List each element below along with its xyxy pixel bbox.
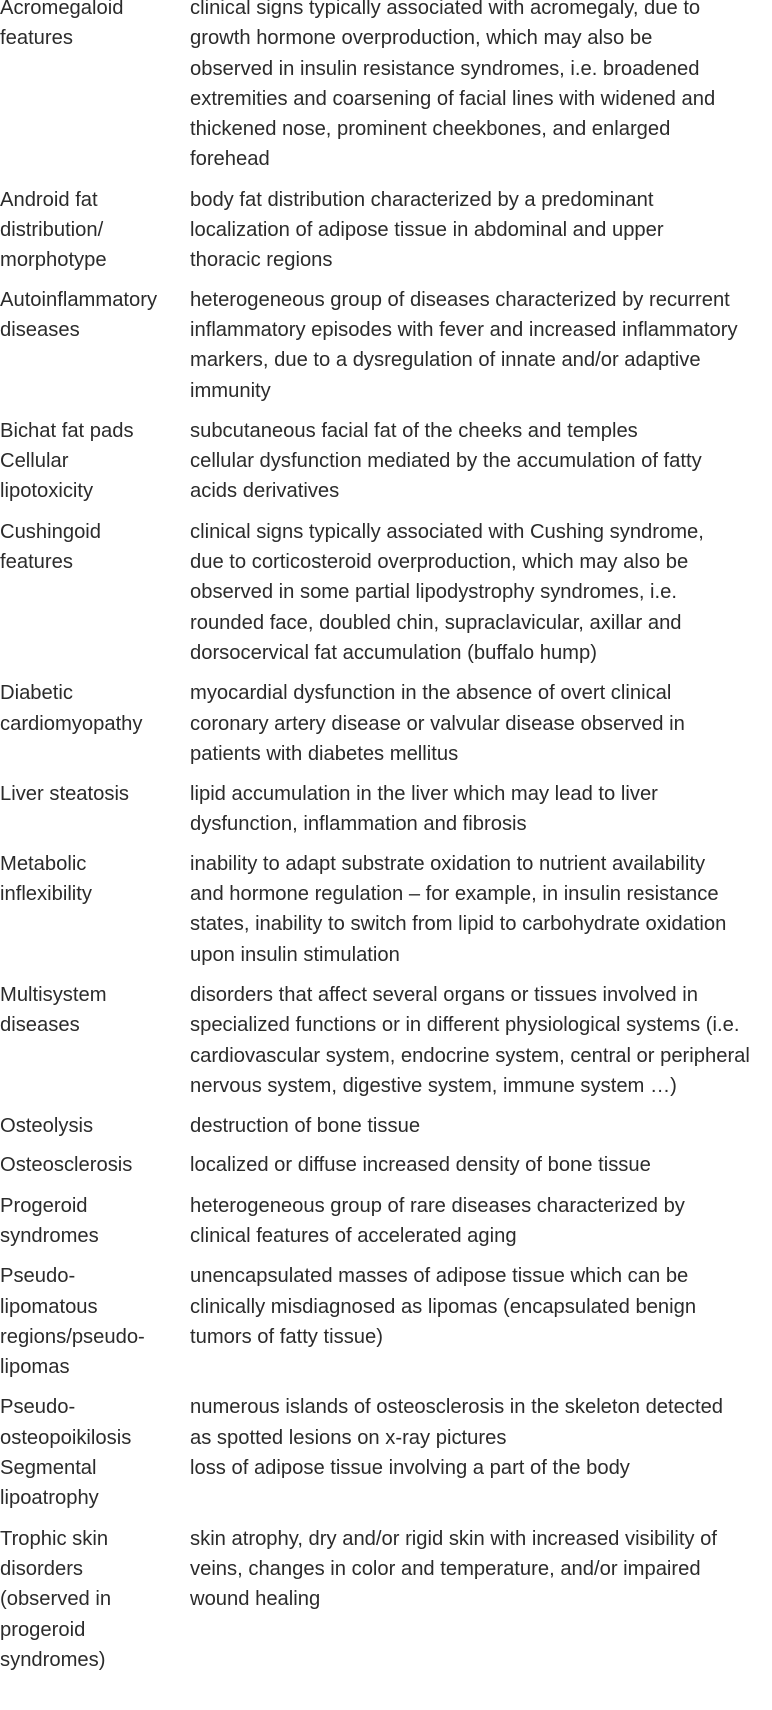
glossary-definition: myocardial dysfunction in the absence of overt clinical coronary artery disease or valvular disease observed in patients with diabetes mellitus — [190, 682, 685, 765]
glossary-definition: skin atrophy, dry and/or rigid skin with increased visibility of veins, changes in color and temperature, and/or impaired wound healing — [190, 1527, 717, 1611]
glossary-term: Osteolysis — [0, 1115, 94, 1138]
glossary-term: Multisystem diseases — [0, 983, 107, 1037]
glossary-row-liver-steatosis — [0, 779, 772, 840]
glossary-definition: disorders that affect several organs or tissues involved in specialized functions or in different physiological systems (i.e. cardiovascular system, endocrine system, central or peripheral nervous system, digestive system, immune system …) — [190, 983, 750, 1097]
glossary-definition: lipid accumulation in the liver which may lead to liver dysfunction, inflammation and fibrosis — [190, 783, 658, 836]
glossary-definition: unencapsulated masses of adipose tissue which can be clinically misdiagnosed as lipomas (encapsulated benign tumors of fatty tissue) — [190, 1265, 697, 1348]
glossary-row-trophic-skin — [0, 1524, 772, 1675]
glossary-term: Liver steatosis — [0, 783, 130, 806]
glossary-definition: inability to adapt substrate oxidation to nutrient availability and hormone regulation – for example, in insulin resistance states, inability to switch from lipid to carbohydrate oxidation upon insulin stimulation — [190, 852, 727, 966]
glossary-row-acromegaloid — [0, 0, 772, 175]
glossary-definition: heterogeneous group of diseases characterized by recurrent inflammatory episodes with fever and increased inflammatory markers, due to a dysregulation of innate and/or adaptive immunity — [190, 288, 738, 402]
glossary-definition: localized or diffuse increased density of bone tissue — [190, 1154, 651, 1177]
glossary-row-cushingoid — [0, 517, 772, 668]
glossary-term: Progeroid syndromes — [0, 1194, 99, 1247]
glossary-row-android-fat — [0, 185, 772, 276]
glossary-row-diabetic-cardiomyopathy — [0, 678, 772, 769]
glossary-term: Metabolic inflexibility — [0, 852, 92, 906]
glossary-row-osteosclerosis — [0, 1150, 772, 1180]
glossary-row-osteolysis — [0, 1111, 772, 1141]
glossary-definition: body fat distribution characterized by a predominant localization of adipose tissue in abdominal and upper thoracic regions — [190, 188, 664, 272]
glossary-definition: destruction of bone tissue — [190, 1115, 421, 1138]
glossary-definition: numerous islands of osteosclerosis in the skeleton detected as spotted lesions on x-ray pictures loss of adipose tissue involving a part of the body — [190, 1396, 724, 1480]
glossary-term: Diabetic cardiomyopathy — [0, 682, 143, 735]
glossary-term: Cushingoid features — [0, 520, 102, 574]
glossary-term: Trophic skin disorders (observed in progeroid syndromes) — [0, 1527, 112, 1671]
glossary-row-autoinflammatory — [0, 285, 772, 406]
glossary-row-multisystem — [0, 980, 772, 1101]
glossary-row-metabolic-inflexibility — [0, 849, 772, 970]
glossary-row-pseudo-osteopoikilosis-segmental — [0, 1392, 772, 1513]
glossary-definition: clinical signs typically associated with acromegaly, due to growth hormone overproduction, which may also be observed in insulin resistance syndromes, i.e. broadened extremities and coarsening of facial lines with widened and thickened nose, prominent cheekbones, and enlarged forehead — [190, 0, 716, 171]
glossary-term: Osteosclerosis — [0, 1154, 133, 1177]
glossary-definition: clinical signs typically associated with Cushing syndrome, due to corticosteroid overproduction, which may also be observed in some partial lipodystrophy syndromes, i.e. rounded face, doubled chin, supraclavicular, axillar and dorsocervical fat accumulation (buffalo hump) — [190, 520, 704, 664]
glossary-row-bichat-cellular — [0, 416, 772, 507]
glossary-term: Android fat distribution/ morphotype — [0, 188, 107, 272]
glossary-definition: subcutaneous facial fat of the cheeks and temples cellular dysfunction mediated by the accumulation of fatty acids derivatives — [190, 419, 702, 503]
glossary-term: Pseudo- osteopoikilosis Segmental lipoatrophy — [0, 1396, 132, 1510]
glossary-definition: heterogeneous group of rare diseases characterized by clinical features of accelerated aging — [190, 1194, 685, 1247]
glossary-term: Acromegaloid features — [0, 0, 124, 50]
glossary-term: Bichat fat pads Cellular lipotoxicity — [0, 419, 134, 503]
glossary-term: Autoinflammatory diseases — [0, 288, 158, 341]
glossary-row-progeroid — [0, 1191, 772, 1252]
glossary-row-pseudolipomas — [0, 1261, 772, 1382]
glossary-term: Pseudo- lipomatous regions/pseudo- lipomas — [0, 1265, 145, 1379]
